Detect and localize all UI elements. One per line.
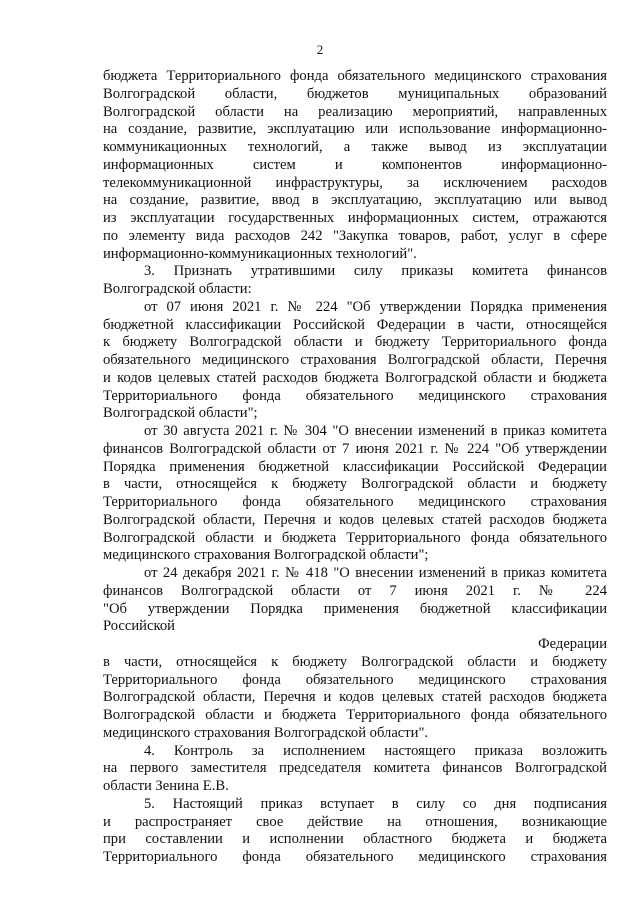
- text-line: в части, относящейся к бюджету Волгоградской области и бюджету: [103, 653, 607, 670]
- text-line: области Зенина Е.В.: [103, 778, 229, 794]
- text-line: Волгоградской области, бюджетов муниципальных образований: [103, 85, 607, 102]
- text-line: и распространяет свое действие на отношения, возникающие: [103, 813, 607, 830]
- text-line: информационных систем и компонентов информационно-: [103, 156, 607, 173]
- text-line: медицинского страхования Волгоградской области".: [103, 724, 429, 741]
- page-number: 2: [316, 42, 324, 57]
- text-line: из эксплуатации государственных информационных систем, отражаются: [103, 210, 607, 226]
- text-line: от 07 июня 2021 г. № 224 "Об утверждении Порядка применения: [144, 298, 607, 315]
- text-line: Российской: [103, 618, 175, 635]
- text-line: Федерации: [538, 636, 607, 652]
- text-line: "Об утверждении Порядка применения бюджетной классификации: [103, 600, 607, 617]
- text-line: коммуникационных технологий, а также вывод из эксплуатации: [103, 139, 607, 155]
- text-line: Порядка применения бюджетной классификации Российской Федерации: [103, 458, 607, 475]
- text-line: 3. Признать утратившими силу приказы комитета финансов: [144, 263, 607, 280]
- text-line: Волгоградской области на реализацию мероприятий, направленных: [103, 103, 607, 120]
- text-line: Территориального фонда обязательного медицинского страхования: [103, 387, 607, 404]
- text-line: и кодов целевых статей расходов бюджета Волгоградской области и бюджета: [103, 369, 607, 386]
- text-line: финансов Волгоградской области от 7 июня 2021 г. № 224 "Об утверждении: [103, 440, 607, 457]
- text-line: на создание, развитие, эксплуатацию или использование информационно-: [103, 121, 607, 138]
- text-line: от 24 декабря 2021 г. № 418 "О внесении изменений в приказ комитета: [144, 565, 607, 581]
- text-line: Территориального фонда обязательного медицинского страхования: [103, 494, 607, 510]
- text-line: телекоммуникационной инфраструктуры, за исключением расходов: [103, 174, 607, 191]
- text-line: финансов Волгоградской области от 7 июня 2021 г. № 224: [103, 582, 607, 599]
- text-line: Волгоградской области и бюджета Территориального фонда обязательного: [103, 707, 607, 723]
- text-line: на создание, развитие, ввод в эксплуатацию, эксплуатацию или вывод: [103, 192, 607, 209]
- text-line: 4. Контроль за исполнением настоящего приказа возложить: [144, 742, 607, 759]
- text-line: бюджетной классификации Российской Федерации в части, относящейся: [103, 316, 607, 333]
- text-line: к бюджету Волгоградской области и бюджету Территориального фонда: [103, 334, 607, 351]
- text-line: Территориального фонда обязательного медицинского страхования: [103, 849, 607, 865]
- text-line: при составлении и исполнении областного бюджета и бюджета: [103, 831, 607, 848]
- text-line: медицинского страхования Волгоградской области";: [103, 547, 429, 564]
- text-line: обязательного медицинского страхования Волгоградской области, Перечня: [103, 352, 607, 368]
- text-line: Волгоградской области, Перечня и кодов целевых статей расходов бюджета: [103, 511, 607, 528]
- text-line: 5. Настоящий приказ вступает в силу со дня подписания: [144, 795, 607, 812]
- text-line: Волгоградской области, Перечня и кодов целевых статей расходов бюджета: [103, 689, 607, 706]
- text-line: Волгоградской области:: [103, 281, 252, 297]
- text-line: Волгоградской области и бюджета Территориального фонда обязательного: [103, 529, 607, 546]
- document-body: [103, 68, 607, 867]
- text-line: бюджета Территориального фонда обязательного медицинского страхования: [103, 68, 607, 84]
- text-line: Волгоградской области";: [103, 405, 258, 422]
- text-line: от 30 августа 2021 г. № 304 "О внесении изменений в приказ комитета: [144, 423, 607, 439]
- text-line: в части, относящейся к бюджету Волгоградской области и бюджету: [103, 476, 607, 493]
- text-line: Территориального фонда обязательного медицинского страхования: [103, 671, 607, 688]
- text-line: по элементу вида расходов 242 "Закупка товаров, работ, услуг в сфере: [103, 227, 607, 244]
- text-line: информационно-коммуникационных технологий".: [103, 245, 417, 262]
- text-line: на первого заместителя председателя комитета финансов Волгоградской: [103, 760, 607, 777]
